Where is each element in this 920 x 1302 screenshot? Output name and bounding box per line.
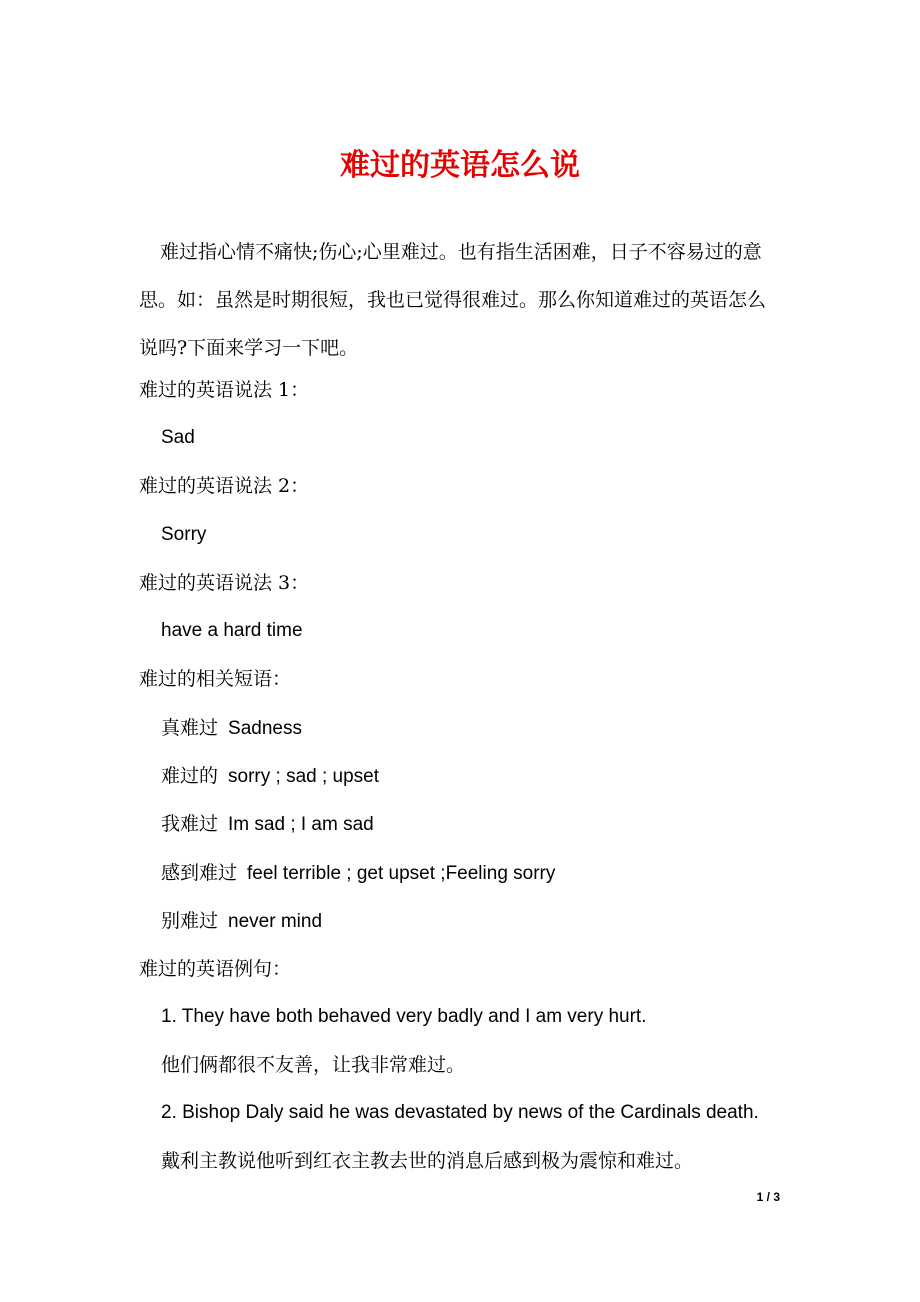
intro-paragraph: 难过指心情不痛快;伤心;心里难过。也有指生活困难，日子不容易过的意思。如：虽然是时期很短，我也已觉得很难过。那么你知道难过的英语怎么说吗?下面来学习一下吧。 — [139, 241, 767, 359]
phrase-chinese: 我难过 — [161, 813, 219, 835]
phrases-heading: 难过的相关短语： — [139, 668, 292, 690]
example-english-1: 1. They have both behaved very badly and I am very hurt. — [161, 1006, 647, 1027]
phrase-chinese: 难过的 — [161, 765, 219, 787]
phrase-chinese: 感到难过 — [161, 862, 238, 884]
phrase-english: sorry ; sad ; upset — [228, 766, 380, 787]
document-title: 难过的英语怎么说 — [340, 148, 580, 183]
example-english-2: 2. Bishop Daly said he was devastated by news of the Cardinals death. — [161, 1102, 759, 1123]
saying-value-3: have a hard time — [161, 620, 303, 641]
example-chinese-2: 戴利主教说他听到红衣主教去世的消息后感到极为震惊和难过。 — [161, 1150, 694, 1172]
phrase-english: feel terrible ; get upset ;Feeling sorry — [247, 863, 556, 884]
phrase-row — [161, 909, 322, 934]
saying-heading-1: 难过的英语说法 1： — [139, 379, 310, 401]
saying-heading-3: 难过的英语说法 3： — [139, 572, 310, 594]
phrase-english: Im sad ; I am sad — [228, 814, 374, 835]
saying-heading-2: 难过的英语说法 2： — [139, 475, 310, 497]
phrase-english: Sadness — [228, 718, 302, 739]
saying-value-2: Sorry — [161, 524, 207, 545]
example-chinese-1: 他们俩都很不友善，让我非常难过。 — [161, 1054, 466, 1076]
phrase-row — [161, 861, 555, 886]
phrase-row — [161, 764, 379, 789]
page-number: 1 / 3 — [756, 1190, 780, 1204]
phrase-row — [161, 716, 302, 741]
saying-value-1: Sad — [161, 427, 195, 448]
examples-heading: 难过的英语例句： — [139, 958, 292, 980]
phrase-chinese: 真难过 — [161, 717, 219, 739]
phrase-chinese: 别难过 — [161, 910, 219, 932]
phrase-row — [161, 812, 374, 837]
phrase-english: never mind — [228, 911, 323, 932]
